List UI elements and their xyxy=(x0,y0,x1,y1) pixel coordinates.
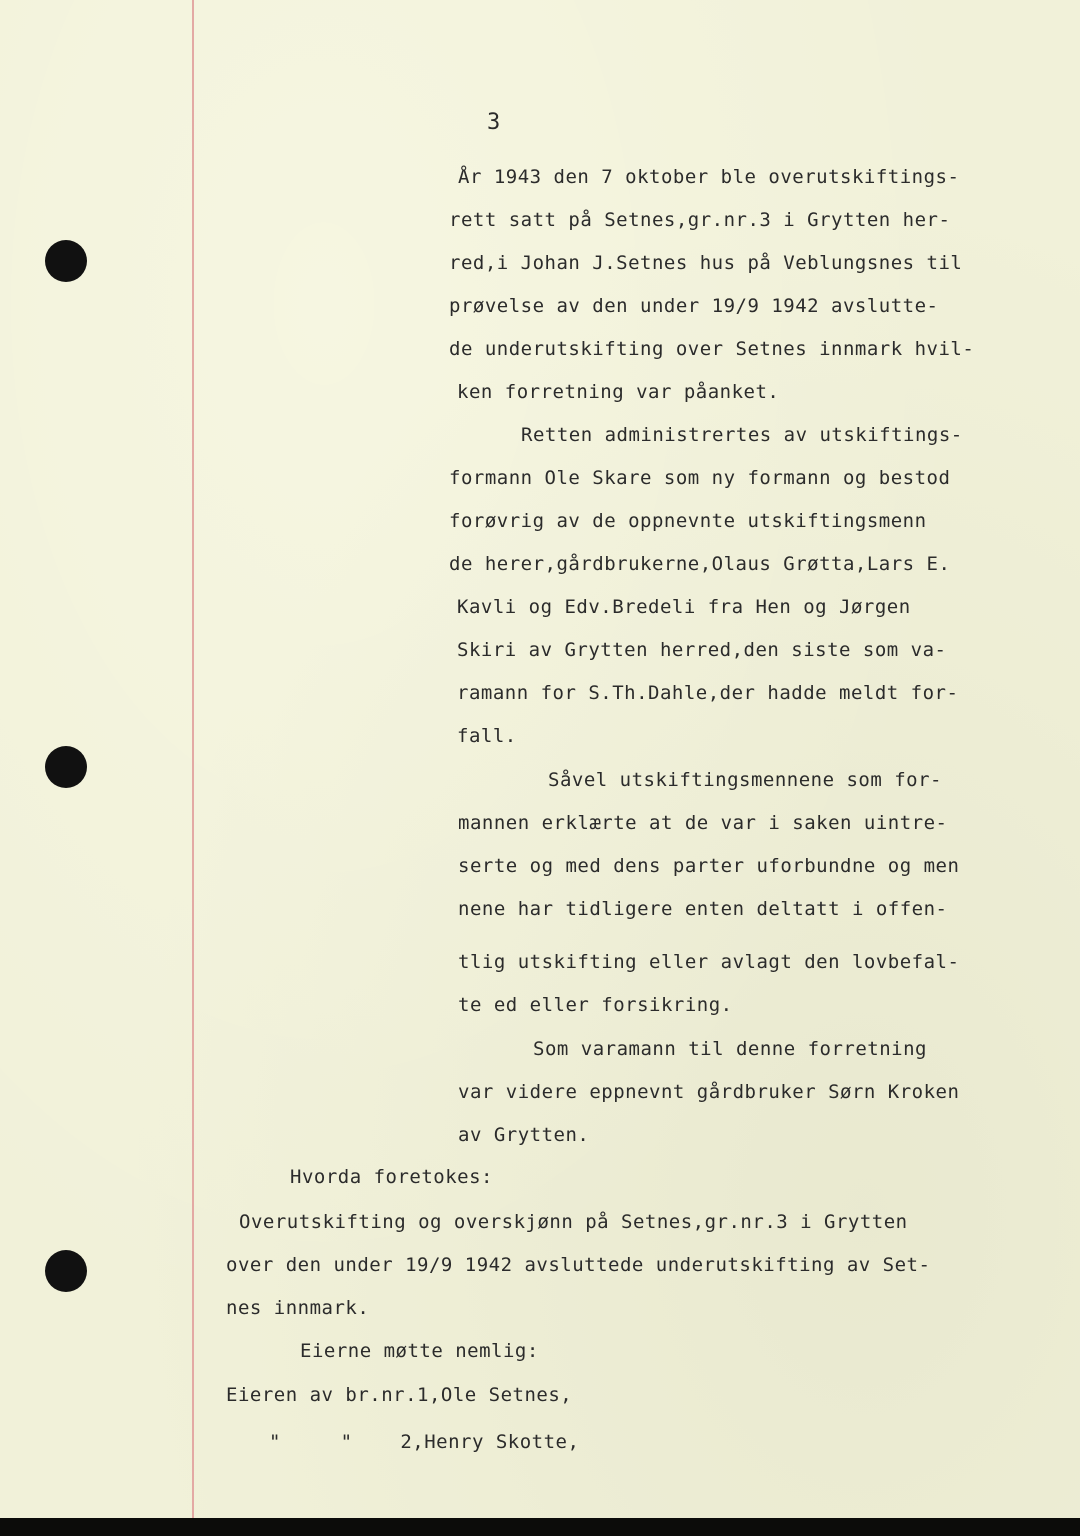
text-line: serte og med dens parter uforbundne og men xyxy=(458,855,960,877)
text-line: rett satt på Setnes,gr.nr.3 i Grytten her- xyxy=(449,209,951,231)
text-line: Eierne møtte nemlig: xyxy=(300,1340,539,1362)
text-line: nes innmark. xyxy=(226,1297,370,1319)
text-line: tlig utskifting eller avlagt den lovbefal- xyxy=(458,951,960,973)
text-line: fall. xyxy=(457,725,517,747)
text-line: formann Ole Skare som ny formann og bestod xyxy=(449,467,951,489)
punch-hole-bottom xyxy=(45,1250,87,1292)
text-line: År 1943 den 7 oktober ble overutskiftings- xyxy=(458,166,960,188)
text-line: mannen erklærte at de var i saken uintre- xyxy=(458,812,948,834)
text-line: Eieren av br.nr.1,Ole Setnes, xyxy=(226,1384,573,1406)
text-line: Kavli og Edv.Bredeli fra Hen og Jørgen xyxy=(457,596,911,618)
text-line: te ed eller forsikring. xyxy=(458,994,733,1016)
punch-hole-top xyxy=(45,240,87,282)
text-line: " " 2,Henry Skotte, xyxy=(269,1431,580,1453)
text-line: Hvorda foretokes: xyxy=(290,1166,493,1188)
text-line: av Grytten. xyxy=(458,1124,590,1146)
text-line: var videre eppnevnt gårdbruker Sørn Kroken xyxy=(458,1081,960,1103)
text-line: forøvrig av de oppnevnte utskiftingsmenn xyxy=(449,510,927,532)
text-line: Overutskifting og overskjønn på Setnes,gr.nr.3 i Grytten xyxy=(239,1211,908,1233)
text-line: ken forretning var påanket. xyxy=(457,381,780,403)
punch-hole-middle xyxy=(45,746,87,788)
text-line: nene har tidligere enten deltatt i offen- xyxy=(458,898,948,920)
text-line: de herer,gårdbrukerne,Olaus Grøtta,Lars E. xyxy=(449,553,951,575)
margin-rule xyxy=(192,0,194,1518)
text-line: Retten administrertes av utskiftings- xyxy=(521,424,963,446)
text-line: de underutskifting over Setnes innmark hvil- xyxy=(449,338,975,360)
text-line: ramann for S.Th.Dahle,der hadde meldt for- xyxy=(457,682,959,704)
text-line: red,i Johan J.Setnes hus på Veblungsnes til xyxy=(449,252,963,274)
text-line: prøvelse av den under 19/9 1942 avslutte- xyxy=(449,295,939,317)
text-line: Såvel utskiftingsmennene som for- xyxy=(548,769,942,791)
page-number: 3 xyxy=(487,110,501,135)
text-line: Som varamann til denne forretning xyxy=(533,1038,927,1060)
text-line: Skiri av Grytten herred,den siste som va- xyxy=(457,639,947,661)
text-line: over den under 19/9 1942 avsluttede underutskifting av Set- xyxy=(226,1254,931,1276)
